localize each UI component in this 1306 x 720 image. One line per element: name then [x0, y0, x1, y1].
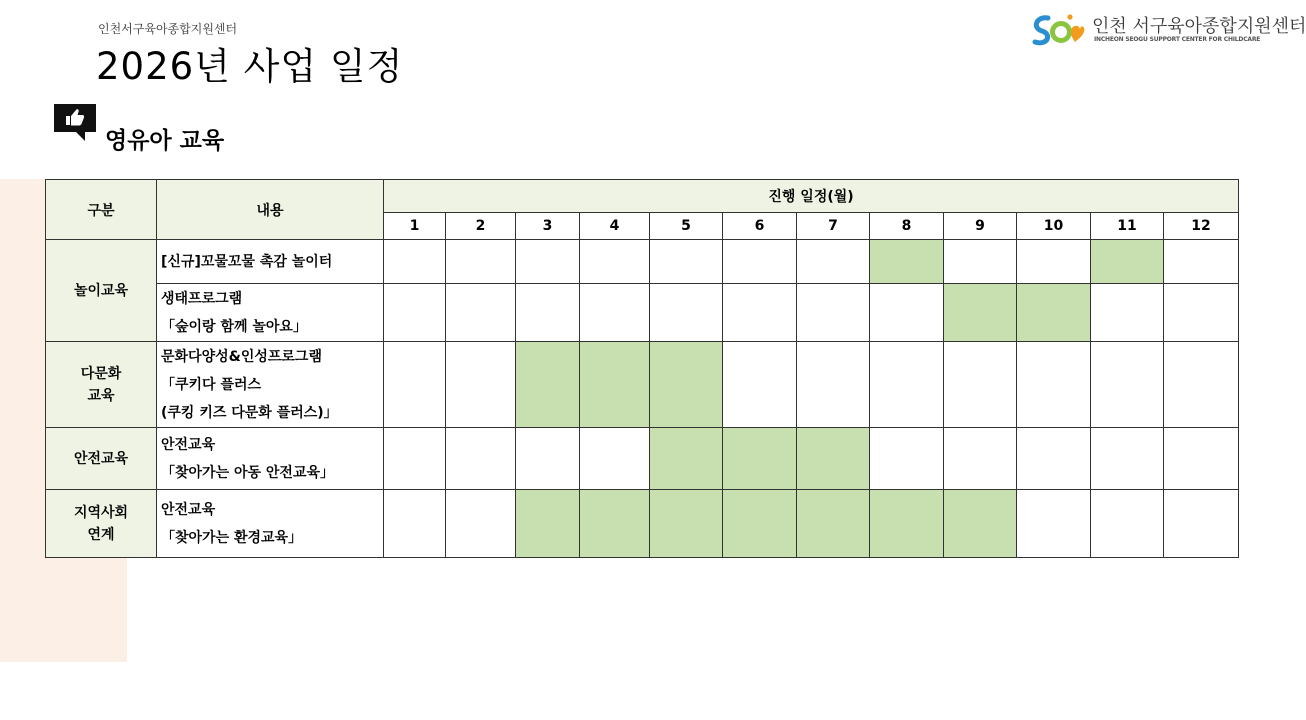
content-cell: [157, 284, 384, 342]
content-cell: [157, 428, 384, 490]
schedule-cell: [1164, 342, 1239, 428]
schedule-cell-active: [650, 428, 723, 490]
month-header-8: 8: [870, 213, 944, 240]
schedule-cell: [870, 342, 944, 428]
schedule-cell: [384, 428, 446, 490]
table-row: [46, 428, 1239, 490]
schedule-cell-active: [797, 490, 870, 558]
table-row: [46, 284, 1239, 342]
category-label: 연계: [87, 526, 115, 543]
schedule-cell: [446, 490, 516, 558]
content-cell: [157, 490, 384, 558]
schedule-cell: [446, 240, 516, 284]
category-cell: [46, 490, 157, 558]
schedule-cell: [1164, 428, 1239, 490]
logo-mark-icon: [1030, 10, 1086, 50]
category-label: 교육: [87, 387, 115, 404]
category-label: 놀이교육: [73, 282, 129, 299]
schedule-cell-active: [1017, 284, 1091, 342]
schedule-cell: [1091, 428, 1164, 490]
category-cell: [46, 428, 157, 490]
schedule-cell-active: [516, 490, 580, 558]
schedule-cell: [384, 342, 446, 428]
category-label: 안전교육: [73, 450, 129, 467]
schedule-cell: [650, 240, 723, 284]
schedule-cell: [1017, 342, 1091, 428]
schedule-table: [45, 179, 1239, 558]
schedule-cell: [516, 284, 580, 342]
schedule-cell-active: [944, 284, 1017, 342]
schedule-cell: [446, 342, 516, 428]
column-header-category: 구분: [46, 180, 157, 240]
schedule-cell: [944, 240, 1017, 284]
schedule-cell-active: [516, 342, 580, 428]
section-title: 영유아 교육: [105, 128, 225, 154]
schedule-cell: [723, 342, 797, 428]
schedule-cell: [870, 428, 944, 490]
month-header-3: 3: [516, 213, 580, 240]
schedule-cell: [580, 428, 650, 490]
category-label: 다문화: [80, 365, 122, 382]
table-row: [46, 342, 1239, 428]
schedule-cell-active: [580, 342, 650, 428]
schedule-cell: [944, 342, 1017, 428]
org-name-small: 인천서구육아종합지원센터: [98, 22, 238, 36]
month-header-11: 11: [1091, 213, 1164, 240]
schedule-cell: [1017, 428, 1091, 490]
schedule-cell: [1091, 490, 1164, 558]
schedule-cell: [1164, 284, 1239, 342]
category-cell: [46, 240, 157, 342]
schedule-cell: [1164, 240, 1239, 284]
schedule-cell: [797, 284, 870, 342]
table-row: [46, 490, 1239, 558]
schedule-cell: [723, 284, 797, 342]
content-line: 생태프로그램: [161, 290, 243, 307]
content-line: 안전교육: [161, 436, 216, 453]
schedule-cell: [516, 428, 580, 490]
month-header-6: 6: [723, 213, 797, 240]
org-logo: [1030, 10, 1306, 50]
content-line: 「쿠키다 플러스: [161, 376, 262, 393]
month-header-1: 1: [384, 213, 446, 240]
logo-name: 인천 서구육아종합지원센터: [1092, 16, 1306, 37]
content-cell: [157, 240, 384, 284]
schedule-cell: [870, 284, 944, 342]
month-header-10: 10: [1017, 213, 1091, 240]
schedule-cell-active: [650, 490, 723, 558]
table-row: [46, 240, 1239, 284]
schedule-cell: [1017, 490, 1091, 558]
content-line: 「찾아가는 환경교육」: [161, 529, 303, 546]
schedule-cell-active: [580, 490, 650, 558]
content-line: 「찾아가는 아동 안전교육」: [161, 464, 334, 481]
content-line: 문화다양성&인성프로그램: [161, 348, 322, 365]
month-header-7: 7: [797, 213, 870, 240]
schedule-cell: [944, 428, 1017, 490]
schedule-cell-active: [723, 490, 797, 558]
content-line: (쿠킹 키즈 다문화 플러스)」: [161, 404, 338, 421]
thumbs-up-icon: [53, 103, 97, 143]
schedule-cell-active: [1091, 240, 1164, 284]
category-label: 지역사회: [73, 504, 129, 521]
month-header-12: 12: [1164, 213, 1239, 240]
schedule-cell: [650, 284, 723, 342]
category-cell: [46, 342, 157, 428]
schedule-cell: [446, 428, 516, 490]
schedule-cell: [797, 240, 870, 284]
content-line: 안전교육: [161, 501, 216, 518]
schedule-cell: [580, 284, 650, 342]
schedule-cell: [1017, 240, 1091, 284]
schedule-cell-active: [944, 490, 1017, 558]
schedule-cell: [797, 342, 870, 428]
schedule-cell: [580, 240, 650, 284]
content-line: 「숲이랑 함께 놀아요」: [161, 318, 307, 335]
schedule-cell-active: [797, 428, 870, 490]
page-title: 2026년 사업 일정: [96, 45, 404, 88]
schedule-cell-active: [870, 240, 944, 284]
schedule-cell: [384, 240, 446, 284]
schedule-body: [46, 240, 1239, 558]
logo-subtitle: INCHEON SEOGU SUPPORT CENTER FOR CHILDCARE: [1094, 36, 1261, 43]
schedule-cell: [723, 240, 797, 284]
content-cell: [157, 342, 384, 428]
month-header-9: 9: [944, 213, 1017, 240]
schedule-cell: [1091, 284, 1164, 342]
schedule-cell-active: [870, 490, 944, 558]
schedule-cell: [384, 490, 446, 558]
schedule-cell: [1164, 490, 1239, 558]
month-header-2: 2: [446, 213, 516, 240]
column-header-content: 내용: [157, 180, 384, 240]
schedule-cell: [446, 284, 516, 342]
schedule-header: 진행 일정(월): [384, 180, 1239, 213]
schedule-cell-active: [650, 342, 723, 428]
schedule-cell: [1091, 342, 1164, 428]
schedule-cell: [384, 284, 446, 342]
schedule-cell: [516, 240, 580, 284]
content-line: [신규]꼬물꼬물 촉감 놀이터: [161, 253, 333, 270]
month-header-5: 5: [650, 213, 723, 240]
schedule-cell-active: [723, 428, 797, 490]
month-header-4: 4: [580, 213, 650, 240]
